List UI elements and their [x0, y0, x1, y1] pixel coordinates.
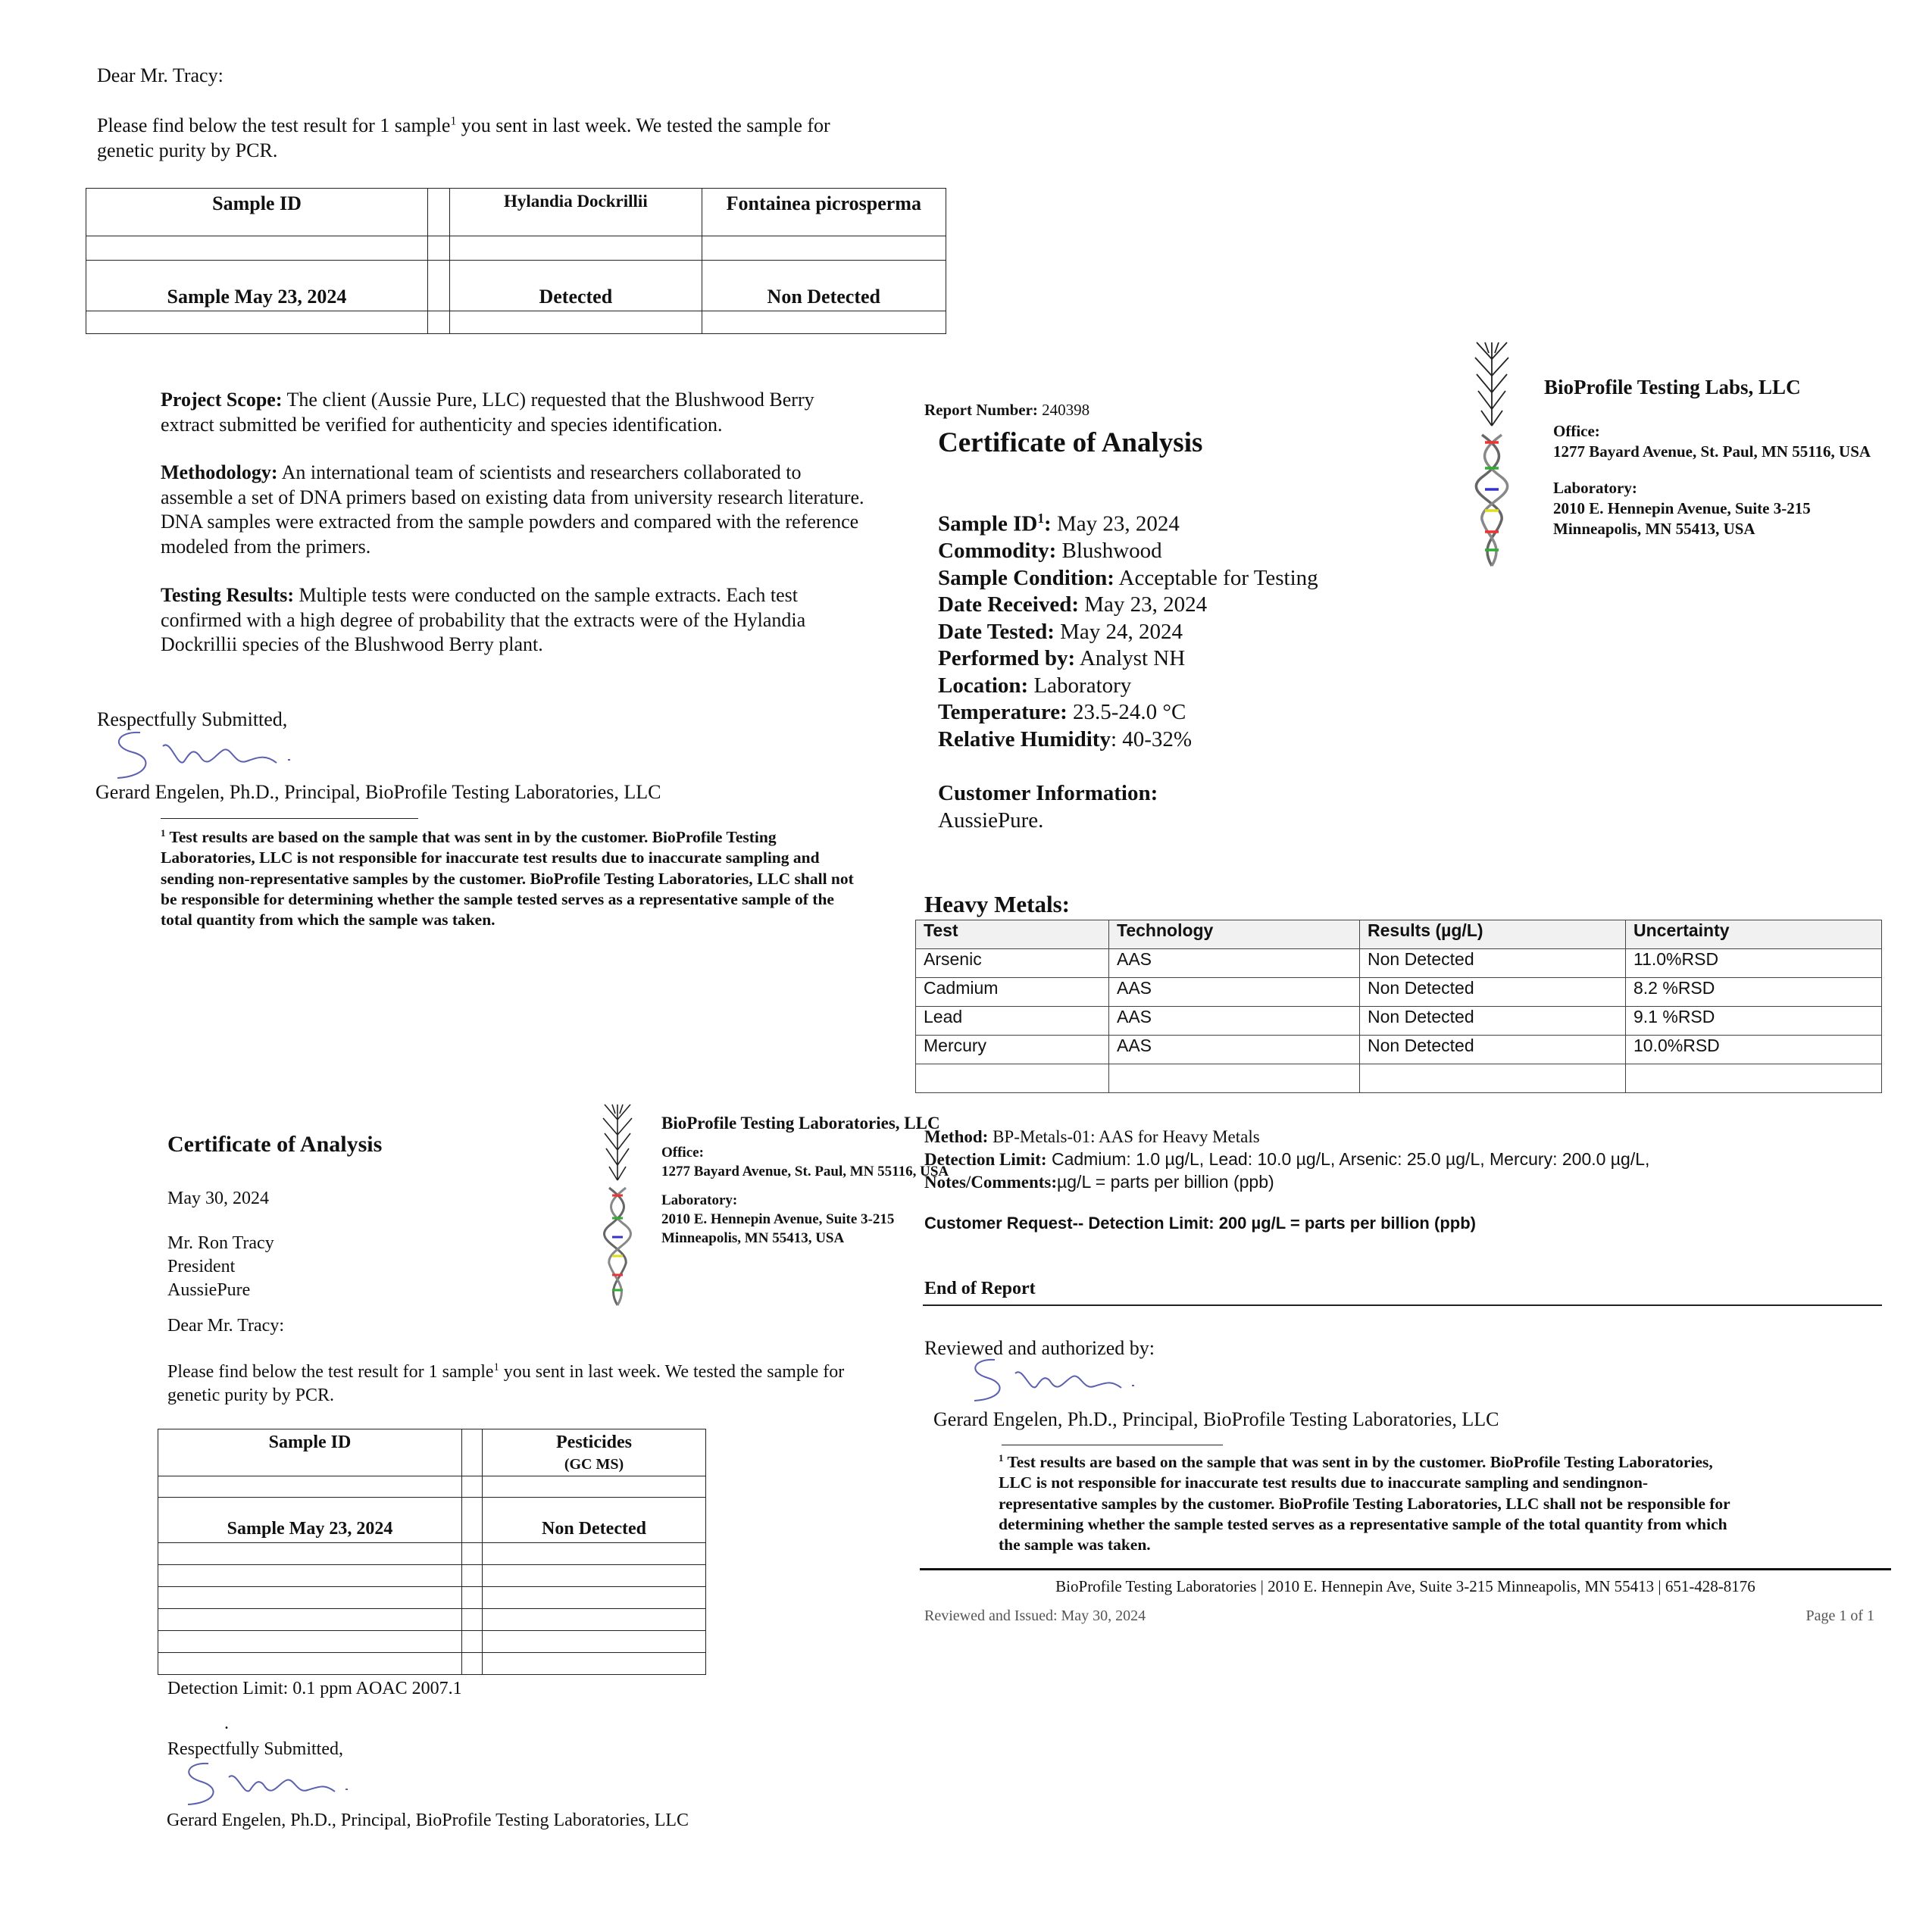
closing: Respectfully Submitted,	[167, 1739, 343, 1759]
lab-addresses	[1553, 421, 1871, 539]
footnote-number: 1	[999, 1453, 1004, 1464]
cell-result: Non Detected	[1360, 1036, 1626, 1064]
cell-technology: AAS	[1109, 978, 1360, 1007]
col-uncertainty: Uncertainty	[1626, 920, 1882, 949]
footnote-line-5: the sample was taken.	[999, 1536, 1151, 1554]
pesticides-method: (GC MS)	[564, 1456, 624, 1473]
cell-result: Non Detected	[1360, 949, 1626, 978]
header-sample-id: Sample ID	[158, 1429, 462, 1476]
table-row	[916, 1007, 1882, 1036]
dna-wheat-logo	[599, 1104, 636, 1309]
cell-result: Non Detected	[1360, 1007, 1626, 1036]
pcr-results-table	[86, 188, 946, 334]
cell-sample-id: Sample May 23, 2024	[86, 261, 428, 311]
end-rule	[923, 1304, 1882, 1306]
recipient-address	[167, 1232, 274, 1303]
header-sample-id: Sample ID	[86, 189, 428, 236]
notes-value: µg/L = parts per billion (ppb)	[1057, 1171, 1274, 1192]
sample-id-value: May 23, 2024	[1051, 511, 1180, 536]
letter-2-date: May 30, 2024	[167, 1189, 269, 1208]
temperature-row	[938, 699, 1318, 726]
letter-2-intro	[167, 1361, 860, 1408]
header-hylandia: Hylandia Dockrillii	[450, 189, 702, 236]
sample-id-label: Sample ID	[938, 511, 1038, 536]
col-test: Test	[916, 920, 1109, 949]
received-label: Date Received:	[938, 592, 1079, 617]
lab-name: BioProfile Testing Labs, LLC	[1544, 376, 1801, 398]
page-number: Page 1 of 1	[1805, 1607, 1874, 1624]
method-row	[924, 1126, 1924, 1148]
heavy-metals-table	[915, 920, 1882, 1093]
footnote-line-1: Test results are based on the sample that was sent in by the customer. BioProfile Testing	[169, 828, 777, 847]
location-label: Location:	[938, 673, 1029, 698]
pesticides-table	[158, 1429, 706, 1675]
footnote-line-3: sending non-representative samples by the customer. BioProfile Testing Laboratories, LLC shall not	[161, 869, 854, 888]
footnote	[999, 1452, 1847, 1556]
office-label: Office:	[1553, 422, 1600, 440]
received-value: May 23, 2024	[1079, 592, 1208, 617]
sample-id-colon: :	[1044, 511, 1052, 536]
table-row-empty	[916, 1064, 1882, 1093]
footer-rule	[920, 1568, 1891, 1570]
recipient-company: AussiePure	[167, 1280, 251, 1301]
cell-uncertainty: 11.0%RSD	[1626, 949, 1882, 978]
location-row	[938, 673, 1318, 700]
table-row	[916, 949, 1882, 978]
customer-request: Customer Request-- Detection Limit: 200 µg/L = parts per billion (ppb)	[924, 1214, 1476, 1233]
footnote-line-3: representative samples by the customer. BioProfile Testing Laboratories, LLC shall not be responsible for	[999, 1494, 1730, 1513]
issued-date: Reviewed and Issued: May 30, 2024	[924, 1607, 1146, 1624]
footnote-line-4: be responsible for determining whether the sample tested serves as a representative sample of the	[161, 890, 834, 909]
header-pesticides	[483, 1429, 706, 1476]
customer-label: Customer Information:	[938, 781, 1158, 806]
performed-row	[938, 645, 1318, 673]
lab-address-2: Minneapolis, MN 55413, USA	[661, 1229, 845, 1246]
signature	[961, 1352, 1188, 1413]
letter-2-greeting: Dear Mr. Tracy:	[167, 1316, 284, 1336]
intro-text-a: Please find below the test result for 1 sample	[167, 1362, 494, 1382]
lab-address-2: Minneapolis, MN 55413, USA	[1553, 520, 1755, 539]
certificate-title: Certificate of Analysis	[938, 427, 1203, 458]
customer-value: AussiePure.	[938, 808, 1044, 833]
project-scope	[161, 388, 858, 437]
lab-address-1: 2010 E. Hennepin Avenue, Suite 3-215	[1553, 498, 1811, 517]
closing: Respectfully Submitted,	[97, 708, 288, 730]
sample-details	[938, 505, 1318, 834]
notes-row	[924, 1171, 1924, 1194]
heavy-metals-heading: Heavy Metals:	[924, 891, 1070, 917]
letter-2-title: Certificate of Analysis	[167, 1132, 383, 1157]
notes-label: Notes/Comments:	[924, 1172, 1058, 1192]
tested-label: Date Tested:	[938, 619, 1055, 644]
lab-label: Laboratory:	[661, 1192, 738, 1209]
office-label: Office:	[661, 1144, 704, 1161]
recipient-title: President	[167, 1257, 236, 1277]
table-row	[916, 978, 1882, 1007]
cell-test: Lead	[916, 1007, 1109, 1036]
office-address: 1277 Bayard Avenue, St. Paul, MN 55116, USA	[1553, 442, 1871, 461]
signer: Gerard Engelen, Ph.D., Principal, BioProfile Testing Laboratories, LLC	[95, 781, 661, 803]
office-address: 1277 Bayard Avenue, St. Paul, MN 55116, USA	[661, 1163, 949, 1179]
cell-test: Arsenic	[916, 949, 1109, 978]
footnote-line-2: LLC is not responsible for inaccurate test results due to inaccurate sampling and sendingnon-	[999, 1473, 1649, 1492]
footnote-rule	[161, 818, 418, 819]
methodology-line-4: modeled from the primers.	[161, 535, 371, 558]
commodity-value: Blushwood	[1056, 539, 1162, 564]
intro-text-c: genetic purity by PCR.	[167, 1386, 334, 1406]
report-number: 240398	[1042, 401, 1090, 419]
limit-row	[924, 1148, 1924, 1171]
recipient-name: Mr. Ron Tracy	[167, 1233, 274, 1253]
footnote-ref: 1	[493, 1361, 499, 1373]
methodology	[161, 461, 864, 559]
signer: Gerard Engelen, Ph.D., Principal, BioProfile Testing Laboratories, LLC	[933, 1408, 1499, 1430]
cell-sample-id: Sample May 23, 2024	[158, 1498, 462, 1543]
limit-label: Detection Limit:	[924, 1149, 1047, 1169]
cell-result: Non Detected	[1360, 978, 1626, 1007]
table-row	[916, 1036, 1882, 1064]
commodity-label: Commodity:	[938, 539, 1057, 564]
sample-id-footnote-ref: 1	[1037, 511, 1045, 526]
scope-line-2: extract submitted be verified for authenticity and species identification.	[161, 413, 723, 436]
performed-label: Performed by:	[938, 646, 1076, 671]
condition-row	[938, 565, 1318, 592]
scope-label: Project Scope:	[161, 389, 283, 411]
footnote-line-2: Laboratories, LLC is not responsible for inaccurate test results due to inaccurate sampling and	[161, 848, 820, 867]
cell-uncertainty: 9.1 %RSD	[1626, 1007, 1882, 1036]
received-row	[938, 592, 1318, 619]
cell-test: Mercury	[916, 1036, 1109, 1064]
humidity-value: : 40-32%	[1110, 726, 1193, 751]
footnote-line-4: determining whether the sample tested serves as a representative sample of the total quantity from which	[999, 1515, 1727, 1534]
lab-address-1: 2010 E. Hennepin Avenue, Suite 3-215	[661, 1211, 895, 1227]
testing-results	[161, 583, 858, 658]
cell-uncertainty: 8.2 %RSD	[1626, 978, 1882, 1007]
reviewed-by: Reviewed and authorized by:	[924, 1337, 1155, 1359]
cell-technology: AAS	[1109, 949, 1360, 978]
end-of-report: End of Report	[924, 1279, 1036, 1298]
cell-test: Cadmium	[916, 978, 1109, 1007]
results-line-1: Multiple tests were conducted on the sample extracts. Each test	[294, 584, 798, 606]
humidity-row	[938, 726, 1318, 754]
location-value: Laboratory	[1028, 673, 1132, 698]
methodology-line-3: DNA samples were extracted from the sample powders and compared with the reference	[161, 511, 859, 533]
cell-technology: AAS	[1109, 1036, 1360, 1064]
stray-dot: .	[224, 1714, 229, 1733]
certificate	[909, 326, 1932, 1704]
pesticides-label: Pesticides	[556, 1433, 632, 1452]
sample-id-row	[938, 505, 1318, 538]
signer: Gerard Engelen, Ph.D., Principal, BioProfile Testing Laboratories, LLC	[167, 1811, 689, 1830]
condition-value: Acceptable for Testing	[1114, 565, 1318, 590]
temperature-value: 23.5-24.0 °C	[1067, 700, 1186, 725]
col-technology: Technology	[1109, 920, 1360, 949]
lab-label: Laboratory:	[1553, 478, 1637, 497]
signature	[174, 1756, 402, 1817]
temperature-label: Temperature:	[938, 700, 1068, 725]
methodology-line-2: assemble a set of DNA primers based on existing data from university research literature.	[161, 486, 864, 508]
method-label: Method:	[924, 1127, 989, 1146]
footer-address: BioProfile Testing Laboratories | 2010 E. Hennepin Ave, Suite 3-215 Minneapolis, MN 55413 | 651-428-8176	[1055, 1577, 1755, 1595]
cell-pesticides-result: Non Detected	[483, 1498, 706, 1543]
tested-row	[938, 619, 1318, 646]
methodology-line-1: An international team of scientists and researchers collaborated to	[277, 461, 802, 483]
footnote	[161, 827, 858, 931]
results-line-2: confirmed with a high degree of probability that the extracts were of the Hylandia	[161, 608, 806, 631]
cell-hylandia-result: Detected	[450, 261, 702, 311]
cell-technology: AAS	[1109, 1007, 1360, 1036]
method-value: BP-Metals-01: AAS for Heavy Metals	[988, 1127, 1260, 1146]
letter-1	[0, 0, 939, 985]
dna-wheat-logo	[1470, 342, 1514, 570]
footnote-line-1: Test results are based on the sample that was sent in by the customer. BioProfile Testing Laboratories,	[1003, 1453, 1713, 1472]
detection-limit: Detection Limit: 0.1 ppm AOAC 2007.1	[167, 1679, 462, 1698]
greeting: Dear Mr. Tracy:	[97, 64, 224, 86]
limit-value: Cadmium: 1.0 µg/L, Lead: 10.0 µg/L, Arsenic: 25.0 µg/L, Mercury: 200.0 µg/L,	[1046, 1148, 1650, 1169]
report-number-label: Report Number:	[924, 401, 1038, 419]
intro-text-b: you sent in last week. We tested the sample for	[499, 1362, 845, 1382]
cell-uncertainty: 10.0%RSD	[1626, 1036, 1882, 1064]
cell-fontainea-result: Non Detected	[702, 261, 946, 311]
header-fontainea: Fontainea picrosperma	[702, 189, 946, 236]
condition-label: Sample Condition:	[938, 565, 1114, 590]
lab-name: BioProfile Testing Laboratories, LLC	[661, 1114, 940, 1133]
col-results: Results (µg/L)	[1360, 920, 1626, 949]
scope-line-1: The client (Aussie Pure, LLC) requested that the Blushwood Berry	[282, 389, 814, 411]
letter-2-lab-block	[661, 1112, 949, 1248]
intro-paragraph	[97, 114, 930, 163]
methodology-label: Methodology:	[161, 461, 278, 483]
intro-text-a: Please find below the test result for 1 sample	[97, 114, 451, 136]
method-block	[924, 1126, 1924, 1194]
intro-text-c: genetic purity by PCR.	[97, 139, 278, 161]
footnote-number: 1	[161, 828, 166, 839]
tested-value: May 24, 2024	[1054, 619, 1183, 644]
intro-text-b: you sent in last week. We tested the sample for	[456, 114, 830, 136]
performed-value: Analyst NH	[1075, 646, 1186, 671]
commodity-row	[938, 538, 1318, 565]
results-line-3: Dockrillii species of the Blushwood Berry plant.	[161, 633, 543, 655]
results-label: Testing Results:	[161, 584, 295, 606]
report-number-line	[924, 401, 1089, 420]
footnote-line-5: total quantity from which the sample was taken.	[161, 911, 496, 930]
footnote-ref: 1	[450, 114, 457, 128]
letter-2	[0, 1083, 949, 1909]
humidity-label: Relative Humidity	[938, 726, 1111, 751]
